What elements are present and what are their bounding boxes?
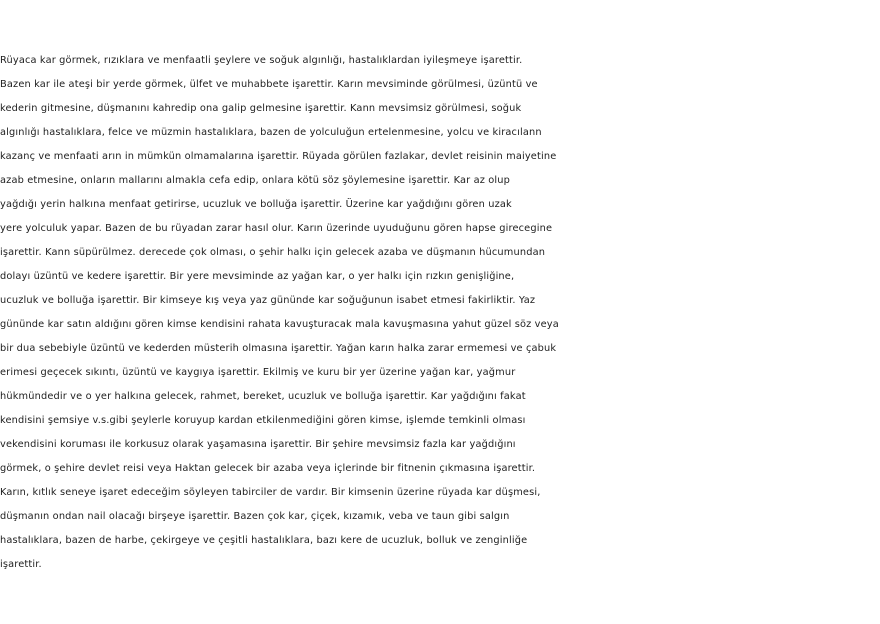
text-line: azab etmesine, onların mallarını almakla cefa edip, onlara kötü söz şöylemesine işarettir. Kar az olup [0, 175, 511, 186]
text-line: kendisini şemsiye v.s.gibi şeylerle koruyup kardan etkilenmediğini gören kimse, işlemde temkinli olması [0, 415, 526, 426]
text-line: bir dua sebebiyle üzüntü ve kederden müsterih olmasına işarettir. Yağan karın halka zarar ermemesi ve çabuk [0, 343, 557, 354]
text-line: hastalıklara, bazen de harbe, çekirgeye ve çeşitli hastalıklara, bazı kere de ucuzluk, bolluk ve zenginliğe [0, 535, 528, 546]
text-line: vekendisini koruması ile korkusuz olarak yaşamasına işarettir. Bir şehire mevsimsiz fazla kar yağdığını [0, 439, 516, 450]
text-line: erimesi geçecek sıkıntı, üzüntü ve kaygıya işarettir. Ekilmiş ve kuru bir yer üzerine yağan kar, yağmur [0, 367, 516, 378]
text-line: işarettir. [0, 559, 42, 570]
text-line: gününde kar satın aldığını gören kimse kendisini rahata kavuşturacak mala kavuşmasına yahut güzel söz veya [0, 319, 559, 330]
text-line: kederin gitmesine, düşmanını kahredip ona galip gelmesine işarettir. Kann mevsimsiz görülmesi, soğuk [0, 103, 522, 114]
text-line: Karın, kıtlık seneye işaret edeceğim söyleyen tabirciler de vardır. Bir kimsenin üzerine rüyada kar düşmesi, [0, 487, 541, 498]
text-line: Bazen kar ile ateşi bir yerde görmek, ülfet ve muhabbete işarettir. Karın mevsiminde görülmesi, üzüntü ve [0, 79, 538, 90]
dream-text-paragraph [0, 49, 880, 577]
text-line: düşmanın ondan nail olacağı birşeye işarettir. Bazen çok kar, çiçek, kızamık, veba ve taun gibi salgın [0, 511, 510, 522]
text-line: algınlığı hastalıklara, felce ve müzmin hastalıklara, bazen de yolculuğun ertelenmesine, yolcu ve kiracılann [0, 127, 542, 138]
text-line: dolayı üzüntü ve kedere işarettir. Bir yere mevsiminde az yağan kar, o yer halkı için rızkın genişliğine, [0, 271, 515, 282]
text-line: ucuzluk ve bolluğa işarettir. Bir kimseye kış veya yaz gününde kar soğuğunun isabet etmesi fakirliktir. Yaz [0, 295, 536, 306]
text-line: hükmündedir ve o yer halkına gelecek, rahmet, bereket, ucuzluk ve bolluğa işarettir. Kar yağdığını fakat [0, 391, 526, 402]
text-line: Rüyaca kar görmek, rızıklara ve menfaatli şeylere ve soğuk algınlığı, hastalıklardan iyileşmeye işarettir. [0, 55, 523, 66]
text-line: görmek, o şehire devlet reisi veya Haktan gelecek bir azaba veya içlerinde bir fitnenin çıkmasına işarettir. [0, 463, 536, 474]
text-line: yağdığı yerin halkına menfaat getirirse, ucuzluk ve bolluğa işarettir. Üzerine kar yağdığını gören uzak [0, 199, 512, 210]
text-line: işarettir. Kann süpürülmez. derecede çok olması, o şehir halkı için gelecek azaba ve düşmanın hücumundan [0, 247, 546, 258]
text-line: kazanç ve menfaati arın in mümkün olmamalarına işarettir. Rüyada görülen fazlakar, devlet reisinin maiyetine [0, 151, 557, 162]
text-line: yere yolculuk yapar. Bazen de bu rüyadan zarar hasıl olur. Karın üzerinde uyuduğunu gören hapse girecegine [0, 223, 553, 234]
